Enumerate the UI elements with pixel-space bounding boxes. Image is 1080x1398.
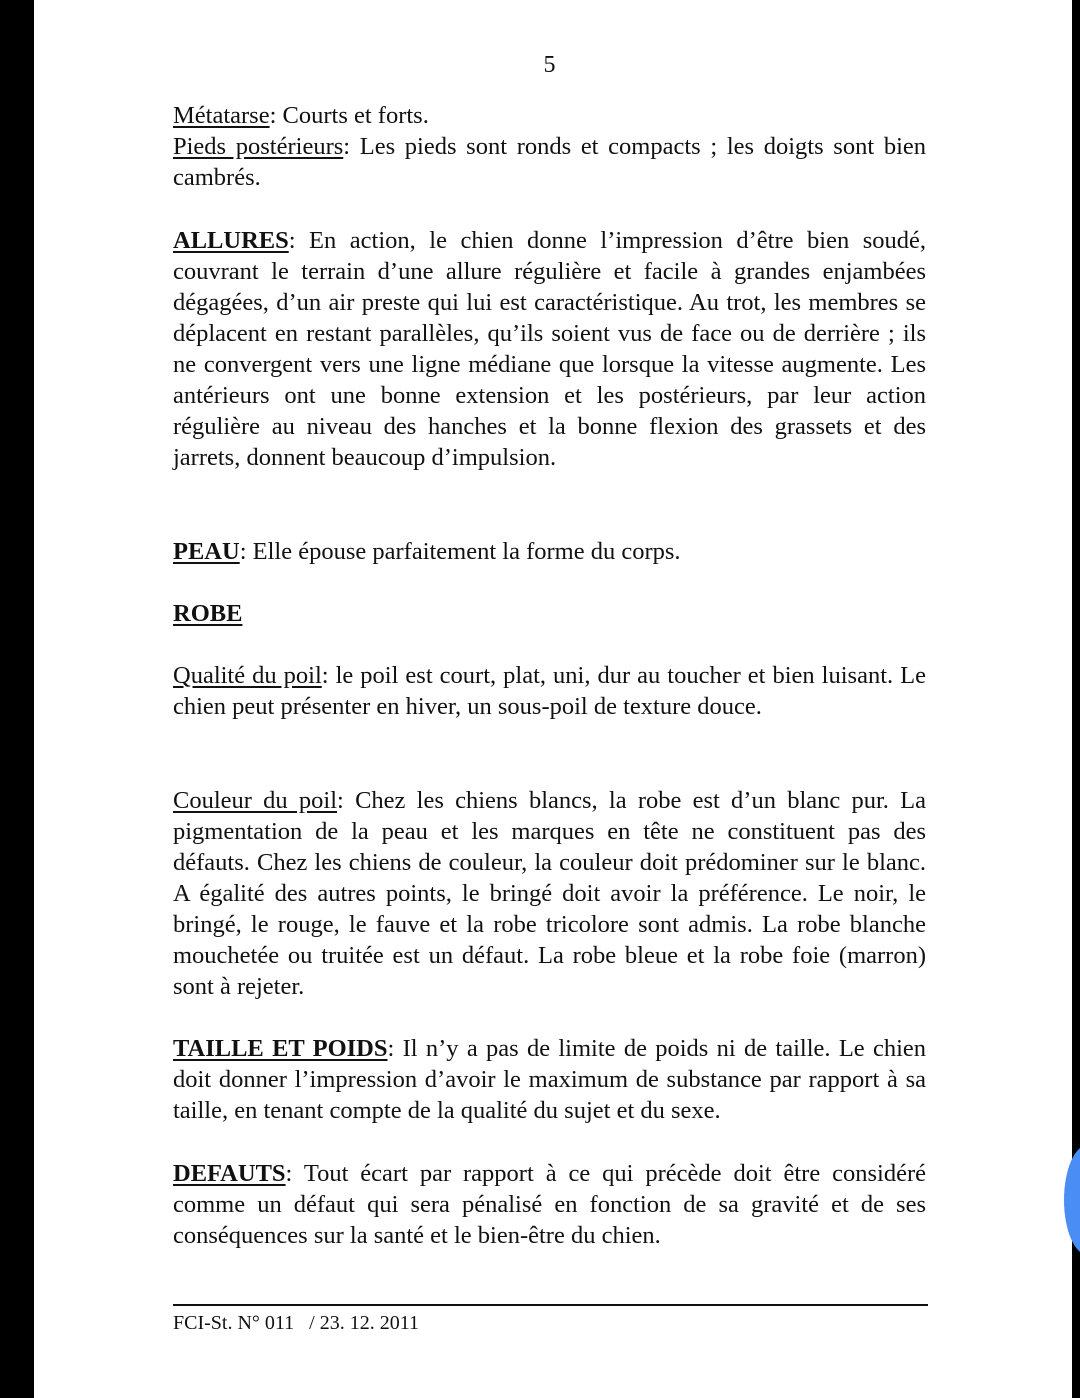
size-heading: TAILLE ET POIDS — [173, 1035, 388, 1062]
gait-heading: ALLURES — [173, 227, 289, 254]
faults-section — [173, 1158, 926, 1251]
hind-feet-label: Pieds postérieurs — [173, 133, 344, 160]
metatarsus-paragraph — [173, 100, 926, 131]
skin-text: : Elle épouse parfaitement la forme du corps. — [239, 538, 681, 565]
hair-quality-section — [173, 660, 926, 722]
hair-color-label: Couleur du poil — [173, 787, 338, 814]
hair-quality-label: Qualité du poil — [173, 662, 322, 689]
hind-feet-paragraph — [173, 131, 926, 193]
gait-section — [173, 225, 926, 473]
skin-section — [173, 536, 926, 567]
gait-text: : En action, le chien donne l’impression d’être bien soudé, couvrant le terrain d’une allure régulière et facile à grandes enjambées dégagées, d’un air preste qui lui est caractéristique. Au trot, les membres se déplacent en restant parallèles, qu’ils soient vus de face ou de derrière ; ils ne convergent vers une ligne médiane que lorsque la vitesse augmente. Les antérieurs ont une bonne extension et les postérieurs, par leur action régulière au niveau des hanches et la bonne flexion des grassets et des jarrets, donnent beaucoup d’impulsion. — [173, 227, 926, 471]
footer-divider — [173, 1304, 928, 1306]
size-section — [173, 1033, 926, 1126]
skin-heading: PEAU — [173, 538, 240, 565]
footer-reference: FCI-St. N° 011 / 23. 12. 2011 — [173, 1312, 419, 1334]
hair-quality-paragraph — [173, 660, 926, 722]
page-number: 5 — [543, 52, 556, 78]
hind-feet-text: : Les pieds sont ronds et compacts ; les doigts sont bien cambrés. — [173, 133, 926, 191]
metatarsus-text: : Courts et forts. — [269, 102, 429, 129]
faults-text: : Tout écart par rapport à ce qui précède doit être considéré comme un défaut qui sera pénalisé en fonction de sa gravité et de ses conséquences sur la santé et le bien-être du chien. — [173, 1160, 926, 1249]
size-text: : Il n’y a pas de limite de poids ni de taille. Le chien doit donner l’impression d’avoir le maximum de substance par rapport à sa taille, en tenant compte de la qualité du sujet et du sexe. — [173, 1035, 927, 1124]
document-page — [34, 0, 1072, 1398]
size-paragraph — [173, 1033, 926, 1126]
hair-color-text: : Chez les chiens blancs, la robe est d’un blanc pur. La pigmentation de la peau et les marques en tête ne constituent pas des défauts. Chez les chiens de couleur, la couleur doit prédominer sur le blanc. A égalité des autres points, le bringé doit avoir la préférence. Le noir, le bringé, le rouge, le fauve et la robe tricolore sont admis. La robe blanche mouchetée ou truitée est un défaut. La robe bleue et la robe foie (marron) sont à rejeter. — [173, 787, 926, 1000]
coat-heading-block — [173, 598, 926, 629]
coat-heading: ROBE — [173, 600, 243, 627]
faults-heading: DEFAUTS — [173, 1160, 286, 1187]
faults-paragraph — [173, 1158, 926, 1251]
coat-heading-paragraph — [173, 598, 926, 629]
hind-feet-section — [173, 100, 926, 193]
scroll-handle[interactable] — [1064, 1145, 1080, 1255]
hair-color-paragraph — [173, 785, 926, 1002]
gait-paragraph — [173, 225, 926, 473]
hair-color-section — [173, 785, 926, 1002]
skin-paragraph — [173, 536, 926, 567]
hair-quality-text: : le poil est court, plat, uni, dur au toucher et bien luisant. Le chien peut présenter en hiver, un sous-poil de texture douce. — [173, 662, 926, 720]
metatarsus-label: Métatarse — [173, 102, 270, 129]
